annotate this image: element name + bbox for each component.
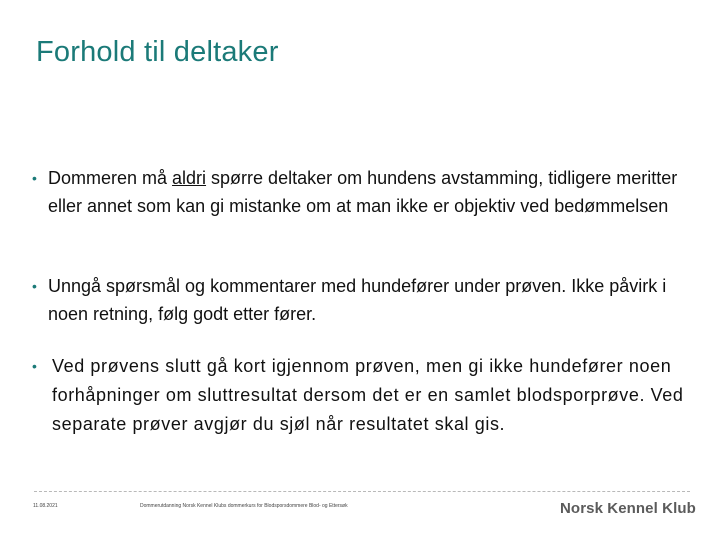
- nkk-logo: Norsk Kennel Klub: [560, 500, 696, 517]
- bullet-text: [48, 168, 677, 216]
- bullet-emphasis: aldri: [172, 168, 207, 188]
- bullet-dot-icon: •: [32, 170, 37, 186]
- bullet-item: [28, 352, 688, 439]
- slide-title: Forhold til deltaker: [36, 36, 279, 68]
- footer-note: Dommerutdanning Norsk Kennel Klubs dommerkurs for Blodsporsdommere Blod- og Ettersøk: [140, 503, 348, 509]
- bullet-dot-icon: •: [32, 278, 37, 294]
- bullet-text-pre: Dommeren må: [48, 168, 173, 188]
- bullet-dot-icon: •: [32, 358, 37, 374]
- bullet-text: Ved prøvens slutt gå kort igjennom prøven, men gi ikke hundefører noen forhåpninger om sluttresultat dersom det er en samlet blodsporprøve. Ved separate prøver avgjør du sjøl når resultatet skal gis.: [52, 356, 684, 434]
- bullet-text: Unngå spørsmål og kommentarer med hundefører under prøven. Ikke påvirk i noen retning, følg godt etter fører.: [48, 276, 667, 324]
- bullet-text-post: spørre deltaker om hundens avstamming, tidligere meritter eller annet som kan gi mistanke om at man ikke er objektiv ved bedømmelsen: [48, 168, 678, 216]
- footer-date: 11.08.2021: [33, 503, 58, 509]
- bullet-item: [28, 272, 688, 328]
- footer-divider: [34, 491, 690, 492]
- bullet-item: [28, 164, 688, 220]
